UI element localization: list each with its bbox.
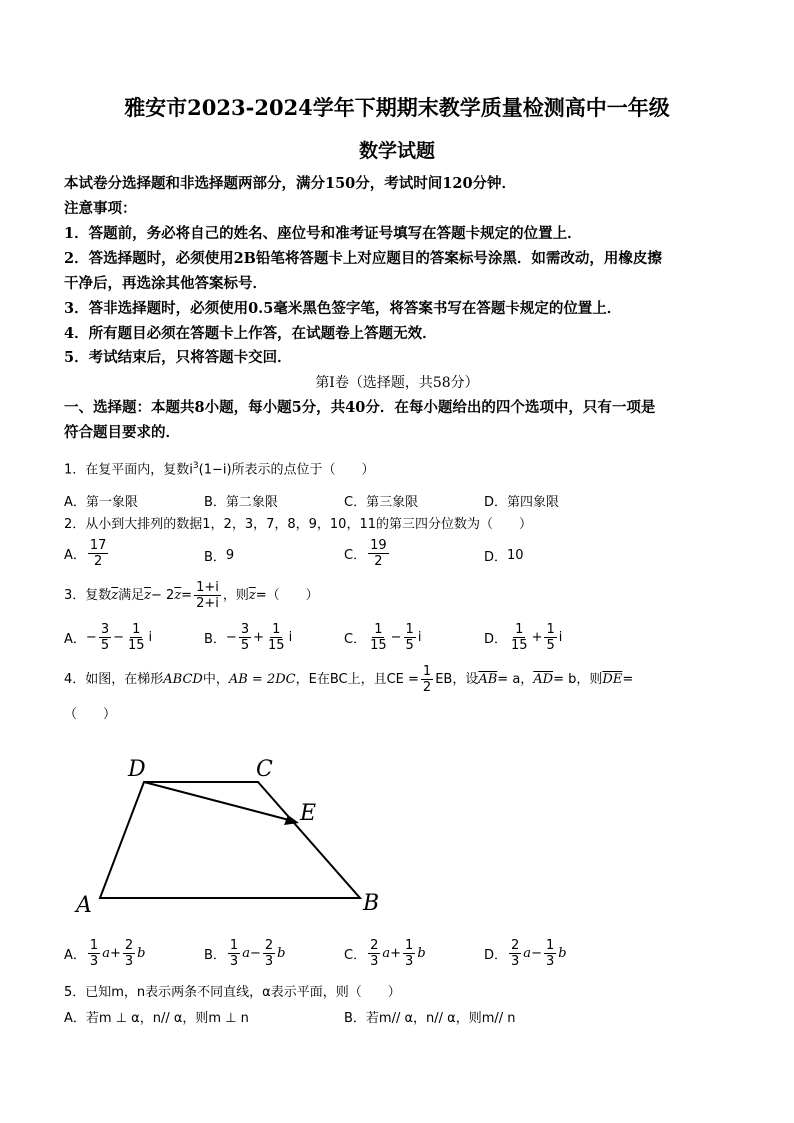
notice-item-2: 2．答选择题时，必须使用2B铅笔将答题卡上对应题目的答案标号涂黑．如需改动，用橡皮擦 [64, 250, 662, 267]
q3-b-frac1: $\frac{3}{5}$ [240, 622, 250, 653]
q4-a-frac1: $\frac{1}{3}$ [89, 938, 99, 969]
q2-option-b[interactable]: B． 9 [204, 548, 235, 565]
notice-item-1: 1．答题前，务必将自己的姓名、座位号和准考证号填写在答题卡规定的位置上． [64, 225, 582, 242]
question-4-options [64, 938, 744, 974]
q3-option-c[interactable]: C． $\frac{1}{15}$ − $\frac{1}{5}$ i [344, 622, 422, 653]
q3-option-d[interactable]: D． $\frac{1}{15}$ + $\frac{1}{5}$ i [484, 622, 563, 653]
notice-item-5: 5．考试结束后，只将答题卡交回． [64, 349, 292, 366]
question-3-options [64, 622, 744, 658]
section-heading-line2: 符合题目要求的． [64, 424, 180, 441]
q2-option-d[interactable]: D． 10 [484, 548, 524, 565]
q3-b-frac2: $\frac{1}{15}$ [268, 622, 285, 653]
q3-a-frac2: $\frac{1}{15}$ [128, 622, 145, 653]
question-4-blank: （ ） [64, 707, 117, 722]
q3-c-frac1: $\frac{1}{15}$ [370, 622, 387, 653]
exam-title: 雅安市2023-2024学年下期期末教学质量检测高中一年级 [124, 95, 670, 120]
q4-option-d[interactable]: D． $\frac{2}{3}$ a − $\frac{1}{3}$ b [484, 938, 567, 969]
q2-c-fraction: $\frac{19}{2}$ [370, 538, 387, 569]
exam-subtitle: 数学试题 [358, 140, 435, 162]
trapezoid-outline [100, 782, 360, 898]
q4-c-frac2: $\frac{1}{3}$ [405, 938, 414, 969]
q4-b-frac1: $\frac{1}{3}$ [229, 938, 239, 969]
label-b: B [363, 891, 380, 916]
q3-a-frac1: $\frac{3}{5}$ [100, 622, 110, 653]
q4-option-b[interactable]: B． $\frac{1}{3}$ a − $\frac{2}{3}$ b [204, 938, 286, 969]
notice-item-3: 3．答非选择题时，必须使用0.5毫米黑色签字笔，将答案书写在答题卡规定的位置上． [64, 300, 622, 317]
q4-d-frac1: $\frac{2}{3}$ [511, 938, 520, 969]
q1-option-a[interactable]: A．第一象限 [64, 495, 138, 510]
q3-option-b[interactable]: B． − $\frac{3}{5}$ + $\frac{1}{15}$ i [204, 622, 293, 653]
q3-rhs-fraction: $\frac{1+i}{2+i}$ [196, 580, 219, 611]
q4-b-frac2: $\frac{2}{3}$ [264, 938, 274, 969]
q3-d-frac1: $\frac{1}{15}$ [511, 622, 528, 653]
notice-heading: 注意事项： [64, 200, 137, 217]
question-5-options [64, 1007, 744, 1027]
q4-d-frac2: $\frac{1}{3}$ [545, 938, 555, 969]
section-heading-line1: 一、选择题：本题共8小题，每小题5分，共40分．在每小题给出的四个选项中，只有一项是 [64, 399, 656, 416]
question-4-stem: 4．如图，在梯形 ABCD 中， AB = 2DC ，E在BC上，且CE = $\frac{1}{2}$ EB，设 $\overline{AB}$ = a， $\overline{AD}$ = b，则 $\overline{DE}$ = [64, 664, 634, 695]
notice-item-2-cont: 干净后，再选涂其他答案标号． [64, 275, 267, 292]
intro-line: 本试卷分选择题和非选择题两部分，满分150分，考试时间120分钟． [64, 175, 517, 192]
trapezoid-figure [70, 748, 400, 920]
q4-option-c[interactable]: C． $\frac{2}{3}$ a + $\frac{1}{3}$ b [344, 938, 426, 969]
q3-c-frac2: $\frac{1}{5}$ [405, 622, 414, 653]
q2-a-fraction: $\frac{17}{2}$ [89, 538, 107, 569]
q3-option-a[interactable]: A． − $\frac{3}{5}$ − $\frac{1}{15}$ i [64, 622, 153, 653]
notice-item-4: 4．所有题目必须在答题卡上作答，在试题卷上答题无效． [64, 325, 437, 342]
q2-option-c[interactable]: C． $\frac{19}{2}$ [344, 538, 387, 569]
q4-c-frac1: $\frac{2}{3}$ [370, 938, 379, 969]
q4-a-frac2: $\frac{2}{3}$ [124, 938, 134, 969]
vector-de-arrowhead [284, 815, 299, 825]
q1-option-b[interactable]: B．第二象限 [204, 495, 278, 510]
q4-option-a[interactable]: A． $\frac{1}{3}$ a + $\frac{2}{3}$ b [64, 938, 146, 969]
q2-option-a[interactable]: A． $\frac{17}{2}$ [64, 538, 107, 569]
question-2-options [64, 538, 744, 574]
label-e: E [300, 801, 317, 826]
question-3-stem: 3．复数 $\overline{z}$ 满足 $\overline{z}$ − 2 $\overline{z}$ = $\frac{1+i}{2+i}$ ，则 $\overline{z}$ =（ ） [64, 580, 319, 611]
question-1-options [64, 491, 744, 511]
q5-option-a[interactable]: A．若m ⊥ α，n// α，则m ⊥ n [64, 1011, 249, 1026]
label-a: A [76, 893, 92, 918]
question-2-stem: 2．从小到大排列的数据1，2，3，7，8，9，10，11的第三四分位数为（ ） [64, 517, 532, 532]
vector-de-line [144, 782, 289, 820]
q3-d-frac2: $\frac{1}{5}$ [546, 622, 555, 653]
part1-title: 第Ⅰ卷（选择题，共58分） [315, 375, 479, 391]
question-5-stem: 5．已知m，n表示两条不同直线，α表示平面，则（ ） [64, 985, 401, 1000]
q1-option-d[interactable]: D．第四象限 [484, 495, 560, 510]
label-c: C [256, 757, 273, 782]
q1-option-c[interactable]: C．第三象限 [344, 495, 419, 510]
q5-option-b[interactable]: B．若m// α，n// α，则m// n [344, 1011, 516, 1026]
question-1-stem: 1．在复平面内，复数$i^3(1-i)$所表示的点位于（ ） [64, 461, 375, 478]
q4-half-fraction: $\frac{1}{2}$ [422, 664, 432, 695]
label-d: D [128, 757, 146, 782]
